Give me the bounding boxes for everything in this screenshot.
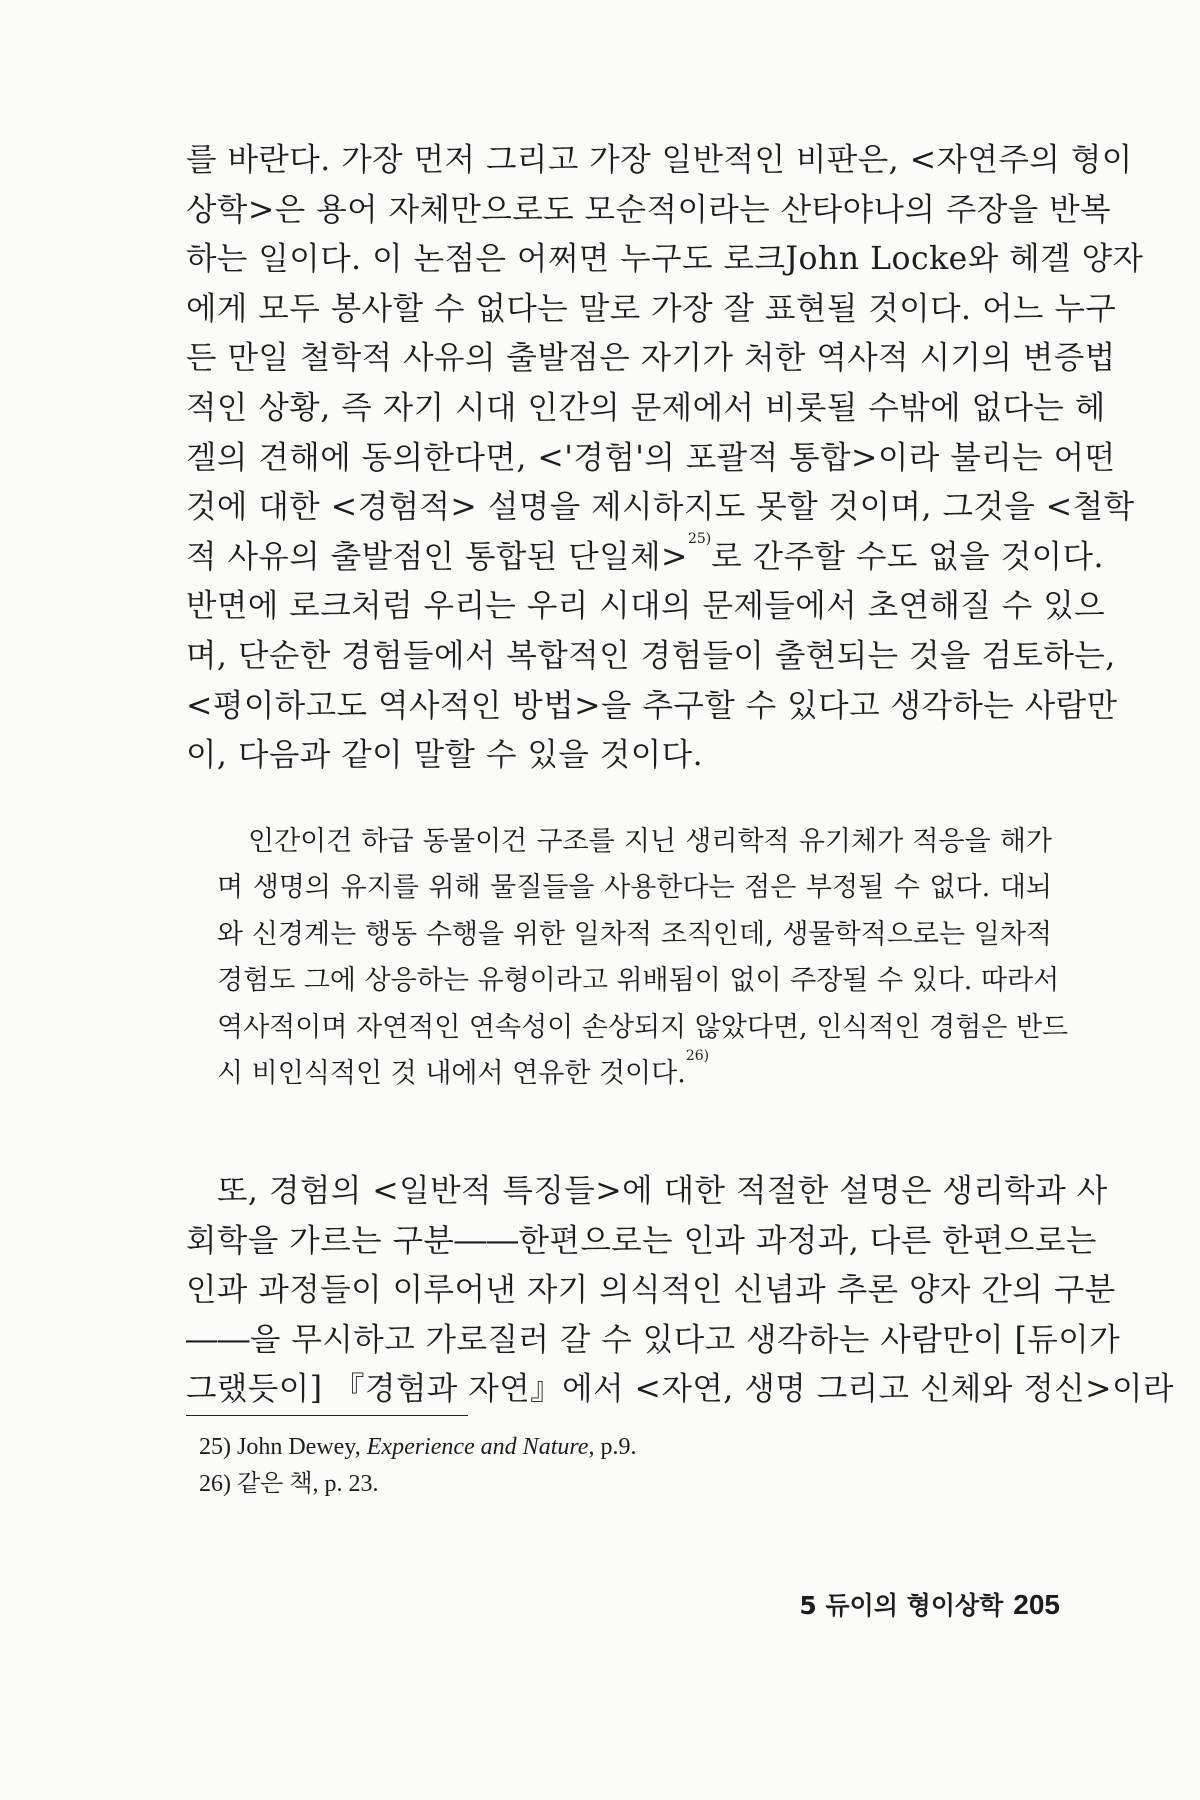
text-line: 또, 경험의 <일반적 특징들>에 대한 적절한 설명은 생리학과 사 <box>217 1173 1108 1209</box>
footnote-number: 25) <box>199 1434 231 1460</box>
footnote-25 <box>199 1429 1059 1466</box>
body-paragraph-1 <box>186 136 1144 781</box>
text-segment: 로 간주할 수도 없을 것이다. <box>711 538 1105 575</box>
text-segment: 적 사유의 출발점인 통합된 단일체> <box>186 538 688 575</box>
text-line: 적인 상황, 즉 자기 시대 인간의 문제에서 비롯될 수밖에 없다는 헤 <box>186 389 1106 426</box>
quote-line: 며 생명의 유지를 위해 물질들을 사용한다는 점은 부정될 수 없다. 대뇌 <box>217 872 1052 904</box>
text-line: 하는 일이다. 이 논점은 어쩌면 누구도 로크John Locke와 헤겔 양자 <box>186 241 1144 278</box>
text-line: 든 만일 철학적 사유의 출발점은 자기가 처한 역사적 시기의 변증법 <box>186 340 1116 377</box>
quote-line: 인간이건 하급 동물이건 구조를 지닌 생리학적 유기체가 적응을 해가 <box>248 826 1052 857</box>
text-line: <평이하고도 역사적인 방법>을 추구할 수 있다고 생각하는 사람만 <box>186 687 1118 724</box>
footnote-book-title: Experience and Nature <box>366 1434 589 1460</box>
footnote-ref-25[interactable]: 25) <box>687 531 712 548</box>
text-line: 것에 대한 <경험적> 설명을 제시하지도 못할 것이며, 그것을 <철학 <box>186 489 1135 526</box>
text-line: 이, 다음과 같이 말할 수 있을 것이다. <box>186 737 704 774</box>
footnote-number: 26) <box>199 1471 231 1497</box>
quote-line: 역사적이며 자연적인 연속성이 손상되지 않았다면, 인식적인 경험은 반드 <box>217 1011 1069 1043</box>
text-line: 그랬듯이] 『경험과 자연』에서 <자연, 생명 그리고 신체와 정신>이라 <box>186 1371 1174 1408</box>
chapter-title: 5 듀이의 형이상학 <box>799 1591 1004 1620</box>
text-line: 를 바란다. 가장 먼저 그리고 가장 일반적인 비판은, <자연주의 형이 <box>186 142 1133 178</box>
text-line: 에게 모두 봉사할 수 없다는 말로 가장 잘 표현될 것이다. 어느 누구 <box>186 290 1117 327</box>
quote-line <box>217 1047 1052 1097</box>
running-footer <box>760 1586 1060 1622</box>
footnote-26 <box>199 1466 1059 1503</box>
footnote-author: John Dewey, <box>237 1434 361 1460</box>
quote-line: 경험도 그에 상응하는 유형이라고 위배됨이 없이 주장될 수 있다. 따라서 <box>217 965 1060 997</box>
body-paragraph-2 <box>186 1167 1174 1415</box>
text-line: 며, 단순한 경험들에서 복합적인 경험들이 출현되는 것을 검토하는, <box>186 637 1116 674</box>
text-line <box>186 531 1105 583</box>
footnote-page: , p.9. <box>588 1434 637 1460</box>
footnote-text: 같은 책, p. 23. <box>237 1471 379 1497</box>
footnote-divider <box>186 1415 468 1416</box>
text-line: 회학을 가르는 구분――한편으로는 인과 과정과, 다른 한편으로는 <box>186 1222 1097 1259</box>
quote-line: 와 신경계는 행동 수행을 위한 일차적 조직인데, 생물학적으로는 일차적 <box>217 918 1052 950</box>
block-quotation <box>217 819 1069 1097</box>
text-line: 상학>은 용어 자체만으로도 모순적이라는 산타야나의 주장을 반복 <box>186 191 1112 228</box>
text-line: 인과 과정들이 이루어낸 자기 의식적인 신념과 추론 양자 간의 구분 <box>186 1272 1116 1309</box>
page-number: 205 <box>1013 1589 1060 1620</box>
text-line: 반면에 로크처럼 우리는 우리 시대의 문제들에서 초연해질 수 있으 <box>186 588 1106 625</box>
text-line: ――을 무시하고 가로질러 갈 수 있다고 생각하는 사람만이 [듀이가 <box>186 1321 1121 1358</box>
text-line: 겔의 견해에 동의한다면, <'경험'의 포괄적 통합>이라 불리는 어떤 <box>186 439 1116 476</box>
text-segment: 시 비인식적인 것 내에서 연유한 것이다. <box>217 1057 686 1089</box>
footnotes <box>199 1429 1059 1503</box>
footnote-ref-26[interactable]: 26) <box>685 1047 710 1064</box>
